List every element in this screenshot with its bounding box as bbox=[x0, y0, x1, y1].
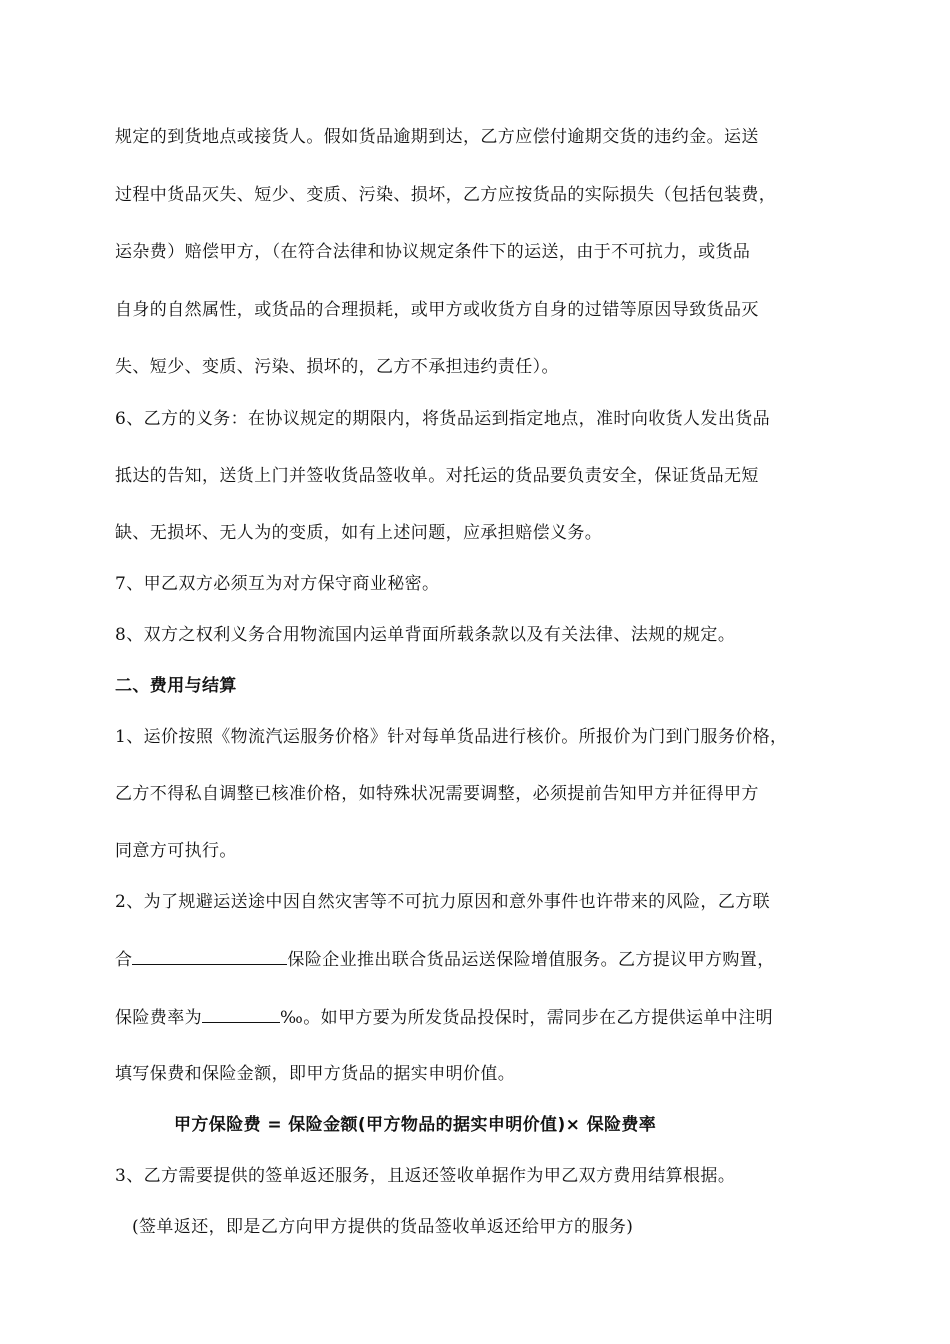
item-6-line-2: 抵达的告知，送货上门并签收货品签收单。对托运的货品要负责安全，保证货品无短 bbox=[115, 466, 759, 486]
fee-item-2-line-3 bbox=[115, 1006, 773, 1029]
insurance-rate-blank[interactable] bbox=[202, 1006, 280, 1023]
item-8: 8、双方之权利义务合用物流国内运单背面所载条款以及有关法律、法规的规定。 bbox=[115, 625, 736, 645]
paragraph-5-line-1: 规定的到货地点或接货人。假如货品逾期到达，乙方应偿付逾期交货的违约金。运送 bbox=[115, 127, 759, 147]
item-7: 7、甲乙双方必须互为对方保守商业秘密。 bbox=[115, 574, 440, 594]
paragraph-5-line-4: 自身的自然属性，或货品的合理损耗，或甲方或收货方自身的过错等原因导致货品灭 bbox=[115, 300, 759, 320]
fee-item-2-line-2-suffix: 保险企业推出联合货品运送保险增值服务。乙方提议甲方购置， bbox=[287, 950, 775, 970]
item-6-line-3: 缺、无损坏、无人为的变质，如有上述问题，应承担赔偿义务。 bbox=[115, 523, 603, 543]
fee-item-2-line-2 bbox=[115, 948, 775, 971]
fee-item-2-line-1: 2、为了规避运送途中因自然灾害等不可抗力原因和意外事件也许带来的风险，乙方联 bbox=[115, 892, 771, 912]
fee-item-3: 3、乙方需要提供的签单返还服务，且返还签收单据作为甲乙双方费用结算根据。 bbox=[115, 1166, 736, 1186]
fee-item-1-line-3: 同意方可执行。 bbox=[115, 841, 237, 861]
fee-item-1-line-2: 乙方不得私自调整已核准价格，如特殊状况需要调整，必须提前告知甲方并征得甲方 bbox=[115, 784, 759, 804]
fee-item-2-line-3-suffix: ‰。如甲方要为所发货品投保时，需同步在乙方提供运单中注明 bbox=[280, 1008, 774, 1028]
section-2-heading: 二、费用与结算 bbox=[115, 676, 237, 696]
fee-item-2-line-2-prefix: 合 bbox=[115, 950, 133, 970]
insurance-company-blank[interactable] bbox=[132, 948, 287, 965]
paragraph-5-line-2: 过程中货品灭失、短少、变质、污染、损坏，乙方应按货品的实际损失（包括包装费， bbox=[115, 185, 777, 205]
fee-item-2-line-4: 填写保费和保险金额，即甲方货品的据实申明价值。 bbox=[115, 1064, 516, 1084]
paragraph-5-line-3: 运杂费）赔偿甲方，（在符合法律和协议规定条件下的运送，由于不可抗力，或货品 bbox=[115, 242, 751, 262]
item-6-line-1: 6、乙方的义务：在协议规定的期限内，将货品运到指定地点，准时向收货人发出货品 bbox=[115, 409, 771, 429]
fee-item-3-note: (签单返还，即是乙方向甲方提供的货品签收单返还给甲方的服务) bbox=[132, 1217, 634, 1237]
fee-item-2-line-3-prefix: 保险费率为 bbox=[115, 1008, 202, 1028]
insurance-formula: 甲方保险费 = 保险金额(甲方物品的据实申明价值)× 保险费率 bbox=[174, 1115, 657, 1135]
paragraph-5-line-5: 失、短少、变质、污染、损坏的，乙方不承担违约责任）。 bbox=[115, 357, 559, 377]
fee-item-1-line-1: 1、运价按照《物流汽运服务价格》针对每单货品进行核价。所报价为门到门服务价格， bbox=[115, 727, 788, 747]
